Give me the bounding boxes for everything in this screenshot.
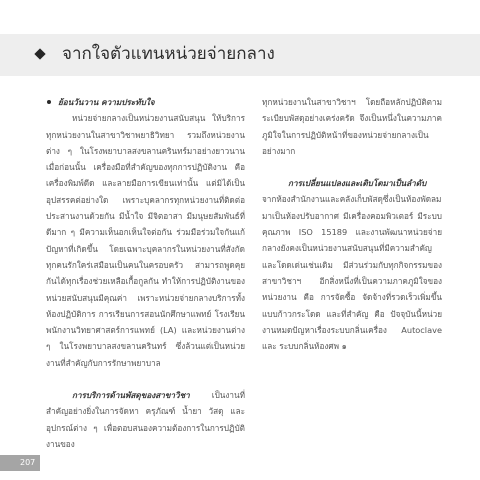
section-heading [46,94,245,110]
section-heading-text: ย้อนวันวาน ความประทับใจ [58,97,155,107]
chapter-title: จากใจตัวแทนหน่วยจ่ายกลาง [62,44,275,64]
right-paragraph-2-text: จากห้องสำนักงานและคลังเก็บพัสดุซึ่งเป็นห้องพัดลม มาเป็นห้องปรับอากาศ มีเครื่องคอมพิวเตอร์ มีระบบคุณภาพ ISO 15189 และงานพัฒนาหน่วยจ่ายกลางยังคงเป็นหน่วยงานสนับสนุนที่มีความสำคัญและโดดเด่นเช่นเดิม มีส่วนร่วมกับทุกกิจกรรมของสาขาวิชาฯ อีกสิ่งหนึ่งที่เป็นความภาคภูมิใจของหน่วยงาน คือ การจัดซื้อ จัดจ้างที่รวดเร็วเพิ่มขึ้นแบบก้าวกระโดด และที่สำคัญ คือ ปัจจุบันนี้หน่วยงานหมดปัญหาเรื่องระบบกลิ่นเครื่อง Autoclave และ ระบบกลิ่นห้องศพ ๑ [262,194,442,352]
right-paragraph-2-lead: การเปลี่ยนแปลงและเติบโตมาเป็นลำดับ [288,178,427,189]
page-number-tab [0,455,40,471]
left-paragraph-2 [46,387,245,452]
left-paragraph-2-lead: การบริการด้านพัสดุของสาขาวิชา [72,390,190,401]
diamond-bullet-icon [34,48,45,59]
chapter-header [0,34,480,76]
right-paragraph-2 [262,175,442,354]
left-column [46,94,245,452]
page-number: 207 [20,458,36,467]
right-paragraph-1: ทุกหน่วยงานในสาขาวิชาฯ โดยถือหลักปฏิบัติตามระเบียบพัสดุอย่างเคร่งครัด จึงเป็นหนึ่งในความภาคภูมิใจในการปฏิบัติหน้าที่ของหน่วยจ่ายกลางเป็นอย่างมาก [262,97,442,156]
bullet-dot-icon [47,100,51,104]
left-paragraph-1: หน่วยจ่ายกลางเป็นหน่วยงานสนับสนุน ให้บริการทุกหน่วยงานในสาขาวิชาพยาธิวิทยา รวมถึงหน่วยงานต่าง ๆ ในโรงพยาบาลสงขลานครินทร์มาอย่างยาวนาน เมื่อก่อนนั้น เครื่องมือที่สำคัญของทุกการปฏิบัติงาน คือ เครื่องพิมพ์ดีด และลายมือการเขียนเท่านั้น แต่มิได้เป็นอุปสรรคต่อย่างใด เพราะบุคลากรทุกหน่วยงานที่ติดต่อประสานงานด้วยกัน มีน้ำใจ มีจิตอาสา มีมนุษยสัมพันธ์ที่ดีมาก ๆ มีความเห็นอกเห็นใจต่อกัน ร่วมมือร่วมใจกันแก้ปัญหาที่เกิดขึ้น โดยเฉพาะบุคลากรในหน่วยงานที่สังกัดทุกคนรักใคร่เสมือนเป็นคนในครอบครัว สามารถพูดคุยกันได้ทุกเรื่องช่วยเหลือเกื้อกูลกัน ทำให้การปฏิบัติงานของหน่วยสนับสนุนมีคุณค่า เพราะหน่วยจ่ายกลางบริการทั้งห้องปฏิบัติการ การเรียนการสอนนักศึกษาแพทย์ โรงเรียนพนักงานวิทยาศาสตร์การแพทย์ (LA) และหน่วยงานต่าง ๆ ในโรงพยาบาลสงขลานครินทร์ ซึ่งล้วนแต่เป็นหน่วยงานที่สำคัญกับการรักษาพยาบาล [46,113,245,368]
right-column [262,94,442,354]
left-paragraph-2-text: เป็นงานที่สำคัญอย่างยิ่งในการจัดหา ครุภัณฑ์ น้ำยา วัสดุ และอุปกรณ์ต่าง ๆ เพื่อตอบสนองความต้องการในการปฏิบัติงานของ [46,390,245,449]
